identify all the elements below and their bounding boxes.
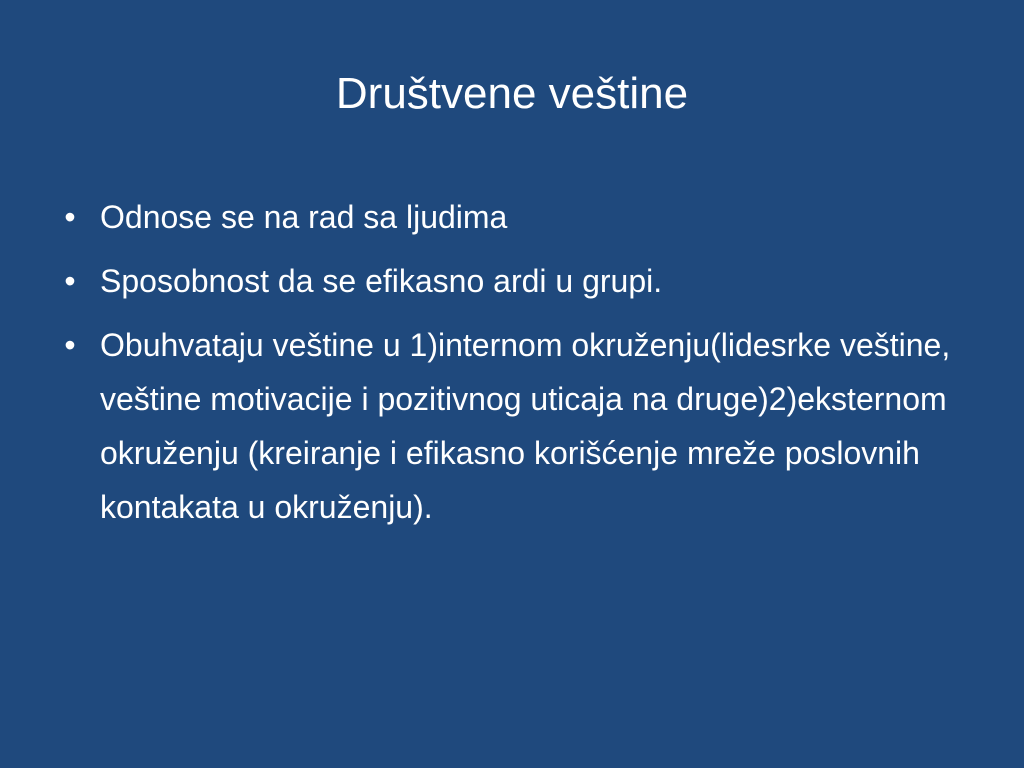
bullet-dot-icon: •	[64, 327, 76, 363]
bullet-dot-icon: •	[64, 199, 76, 235]
bullet-list	[56, 190, 976, 544]
bullet-item	[56, 318, 976, 534]
bullet-item	[56, 254, 976, 308]
bullet-dot-icon: •	[64, 263, 76, 299]
bullet-text: Odnose se na rad sa ljudima	[100, 199, 508, 235]
bullet-text: Sposobnost da se efikasno ardi u grupi.	[100, 263, 663, 299]
slide-title: Društvene veštine	[335, 69, 689, 118]
bullet-text: Obuhvataju veštine u 1)internom okruženju(lidesrke veštine, veštine motivacije i pozitivnog uticaja na druge)2)eksternom okruženju (kreiranje i efikasno korišćenje mreže poslovnih kontakata u okruženju).	[100, 327, 951, 525]
bullet-item	[56, 190, 976, 244]
